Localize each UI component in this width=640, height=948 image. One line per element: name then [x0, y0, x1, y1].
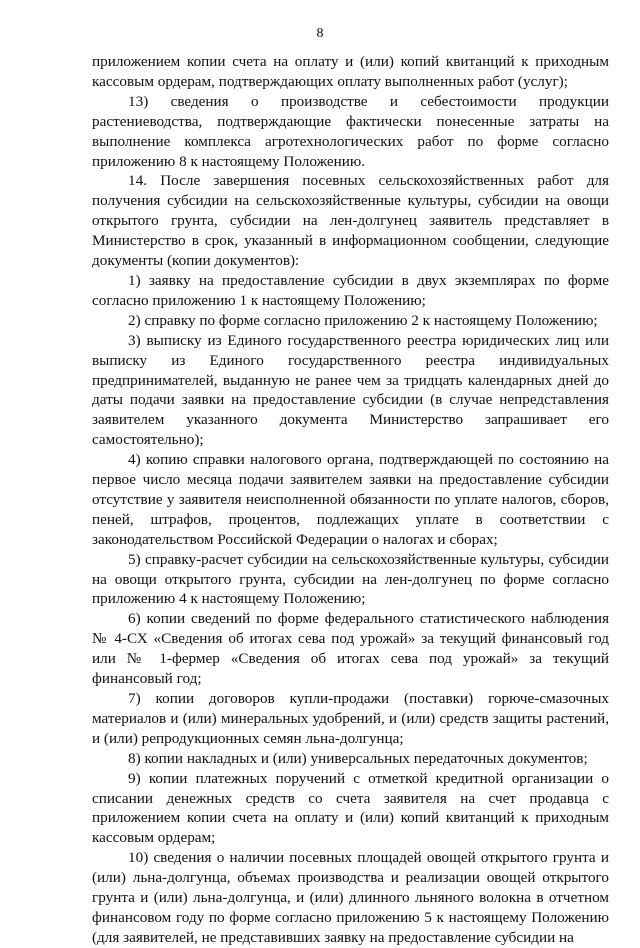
- page-number: 8: [316, 26, 324, 41]
- paragraph-item-8: 8) копии накладных и (или) универсальных передаточных документов;: [128, 749, 588, 767]
- paragraph-item-5: 5) справку-расчет субсидии на сельскохозяйственные культуры, субсидии на овощи открытого грунта, субсидии на лен-долгунец по форме согласно приложению 4 к настоящему Положению;: [92, 550, 609, 608]
- paragraph-item-3: 3) выписку из Единого государственного реестра юридических лиц или выписку из Единого государственного реестра индивидуальных предпринимателей, выданную не ранее чем за тридцать календарных дней до даты подачи заявки на предоставление субсидии (в случае непредставления заявителем указанного документа Министерство запрашивает его самостоятельно);: [92, 331, 609, 449]
- paragraph-item-10: 10) сведения о наличии посевных площадей овощей открытого грунта и (или) льна-долгунца, объемах производства и реализации овощей открытого грунта и (или) льна-долгунца, и (или) длинного льняного волокна в отчетном финансовом году по форме согласно приложению 5 к настоящему Положению (для заявителей, не представивших заявку на предоставление субсидии на: [92, 849, 609, 946]
- paragraph-item-7: 7) копии договоров купли-продажи (поставки) горюче-смазочных материалов и (или) минеральных удобрений, и (или) средств защиты растений, и (или) репродукционных семян льна-долгунца;: [92, 690, 609, 747]
- paragraph-item-9: 9) копии платежных поручений с отметкой кредитной организации о списании денежных средств со счета заявителя на счет продавца с приложением копии счета на оплату и (или) копий квитанций к приходным кассовым ордерам;: [92, 769, 609, 847]
- paragraph-section-14: 14. После завершения посевных сельскохозяйственных работ для получения субсидии на сельскохозяйственные культуры, субсидии на овощи открытого грунта, субсидии на лен-долгунец заявитель представляет в Министерство в срок, указанный в информационном сообщении, следующие документы (копии документов):: [92, 172, 609, 270]
- paragraph-item-13: 13) сведения о производстве и себестоимости продукции растениеводства, подтверждающие фактически понесенные затраты на выполнение комплекса агротехнологических работ по форме согласно приложению 8 к настоящему Положению.: [92, 92, 609, 170]
- paragraph-item-1: 1) заявку на предоставление субсидии в двух экземплярах по форме согласно приложению 1 к настоящему Положению;: [92, 271, 609, 309]
- document-body: [92, 52, 609, 948]
- paragraph-item-2: 2) справку по форме согласно приложению 2 к настоящему Положению;: [128, 311, 598, 329]
- paragraph-continuation: приложением копии счета на оплату и (или) копий квитанций к приходным кассовым ордерам, подтверждающих оплату выполненных работ (услуг);: [92, 53, 609, 90]
- paragraph-item-4: 4) копию справки налогового органа, подтверждающей по состоянию на первое число месяца подачи заявителем заявки на предоставление субсидии отсутствие у заявителя неисполненной обязанности по уплате налогов, сборов, пеней, штрафов, процентов, подлежащих уплате в соответствии с законодательством Российской Федерации о налогах и сборах;: [92, 451, 609, 548]
- paragraph-item-6: 6) копии сведений по форме федерального статистического наблюдения № 4-СХ «Сведения об итогах сева под урожай» за текущий финансовый год или № 1-фермер «Сведения об итогах сева под урожай» за текущий финансовый год;: [92, 610, 609, 688]
